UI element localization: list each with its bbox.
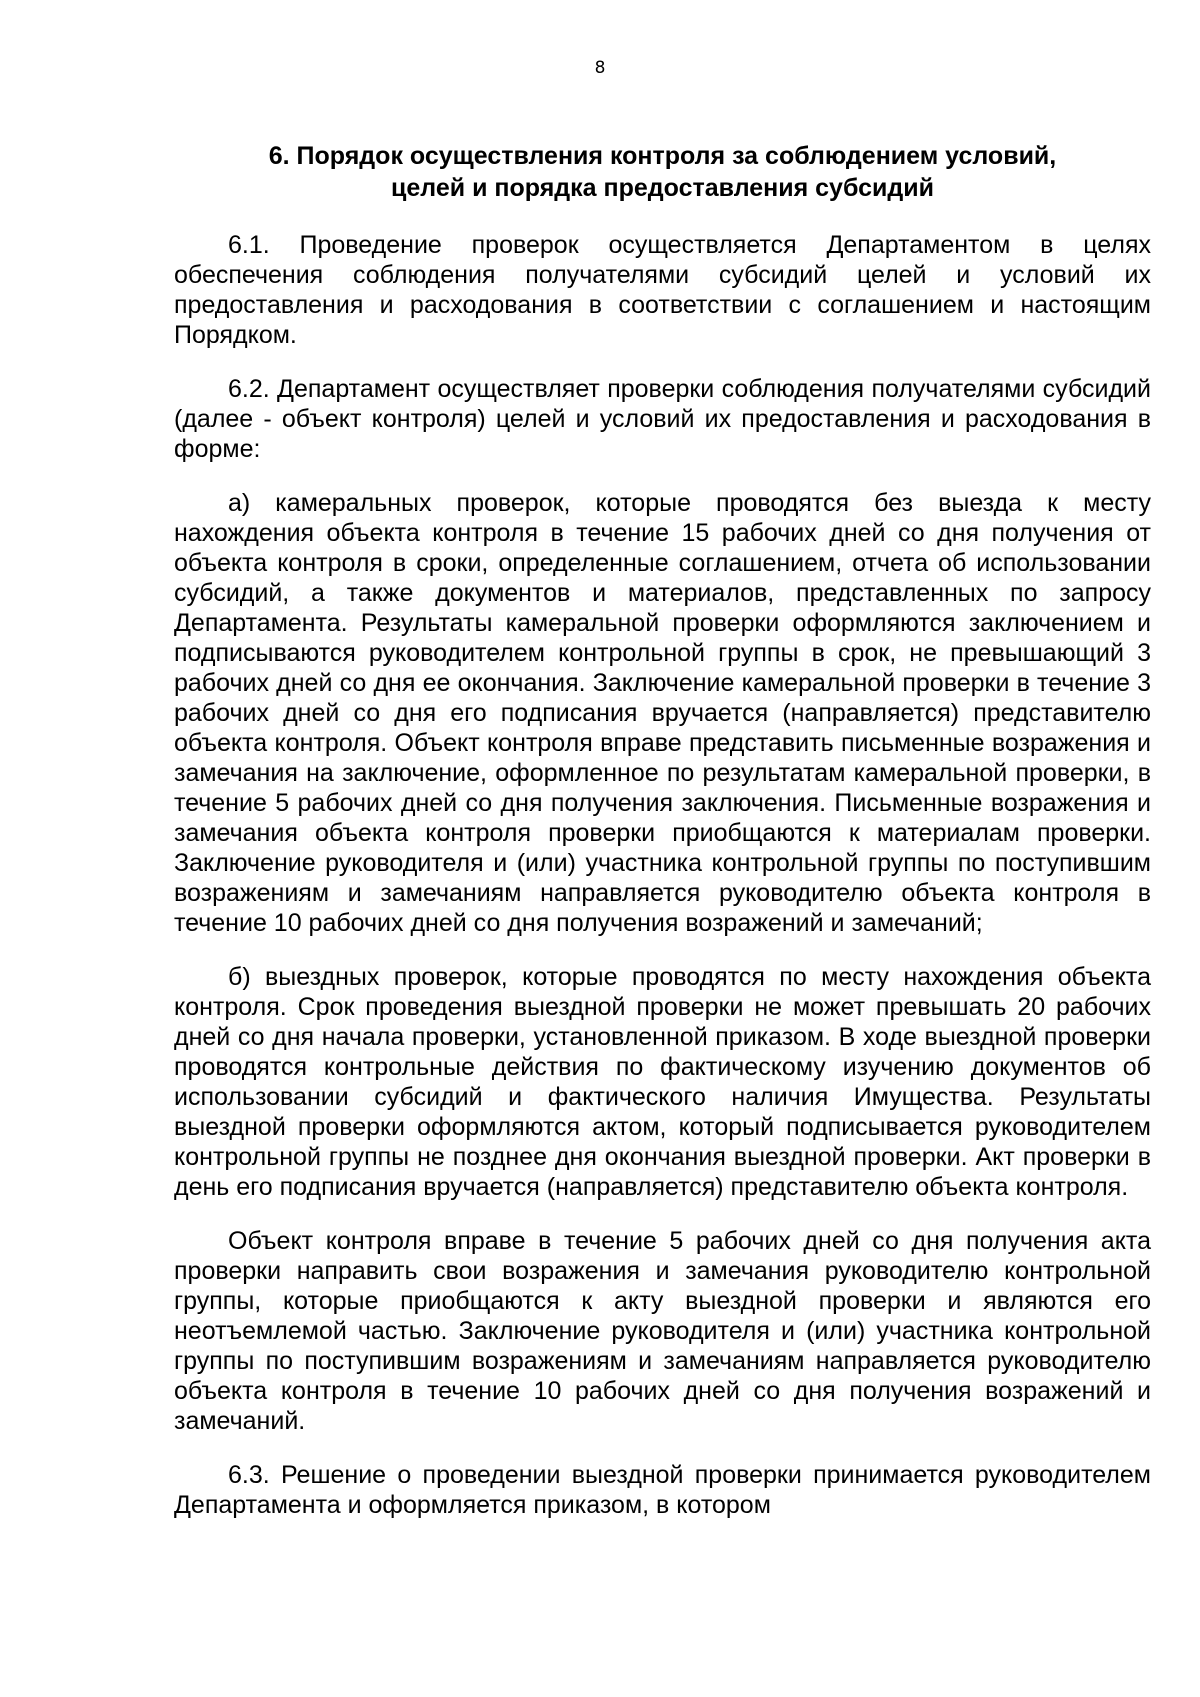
paragraph-6-2: 6.2. Департамент осуществляет проверки соблюдения получателями субсидий (далее - объект контроля) целей и условий их предоставления и расходования в форме:	[174, 375, 1151, 463]
paragraph-6-3: 6.3. Решение о проведении выездной проверки принимается руководителем Департамента и оформляется приказом, в котором	[174, 1461, 1151, 1519]
paragraph-objections: Объект контроля вправе в течение 5 рабочих дней со дня получения акта проверки направить свои возражения и замечания руководителю контрольной группы, которые приобщаются к акту выездной проверки и являются его неотъемлемой частью. Заключение руководителя и (или) участника контрольной группы по поступившим возражениям и замечаниям направляется руководителю объекта контроля в течение 10 рабочих дней со дня получения возражений и замечаний.	[174, 1227, 1151, 1435]
section-heading-line-1: 6. Порядок осуществления контроля за соблюдением условий,	[268, 142, 1057, 170]
section-heading	[174, 140, 1151, 204]
document-body	[174, 230, 1151, 1544]
paragraph-6-1: 6.1. Проведение проверок осуществляется Департаментом в целях обеспечения соблюдения получателями субсидий целей и условий их предоставления и расходования в соответствии с соглашением и настоящим Порядком.	[174, 231, 1151, 349]
page-number: 8	[594, 58, 606, 78]
paragraph-6-2-a: а) камеральных проверок, которые проводятся без выезда к месту нахождения объекта контроля в течение 15 рабочих дней со дня получения от объекта контроля в сроки, определенные соглашением, отчета об использовании субсидий, а также документов и материалов, представленных по запросу Департамента. Результаты камеральной проверки оформляются заключением и подписываются руководителем контрольной группы в срок, не превышающий 3 рабочих дней со дня ее окончания. Заключение камеральной проверки в течение 3 рабочих дней со дня его подписания вручается (направляется) представителю объекта контроля. Объект контроля вправе представить письменные возражения и замечания на заключение, оформленное по результатам камеральной проверки, в течение 5 рабочих дней со дня получения заключения. Письменные возражения и замечания объекта контроля проверки приобщаются к материалам проверки. Заключение руководителя и (или) участника контрольной группы по поступившим возражениям и замечаниям направляется руководителю объекта контроля в течение 10 рабочих дней со дня получения возражений и замечаний;	[174, 489, 1151, 937]
paragraph-6-2-b: б) выездных проверок, которые проводятся по месту нахождения объекта контроля. Срок проведения выездной проверки не может превышать 20 рабочих дней со дня начала проверки, установленной приказом. В ходе выездной проверки проводятся контрольные действия по фактическому изучению документов об использовании субсидий и фактического наличия Имущества. Результаты выездной проверки оформляются актом, который подписывается руководителем контрольной группы не позднее дня окончания выездной проверки. Акт проверки в день его подписания вручается (направляется) представителю объекта контроля.	[174, 963, 1151, 1201]
section-heading-line-2: целей и порядка предоставления субсидий	[391, 174, 934, 202]
